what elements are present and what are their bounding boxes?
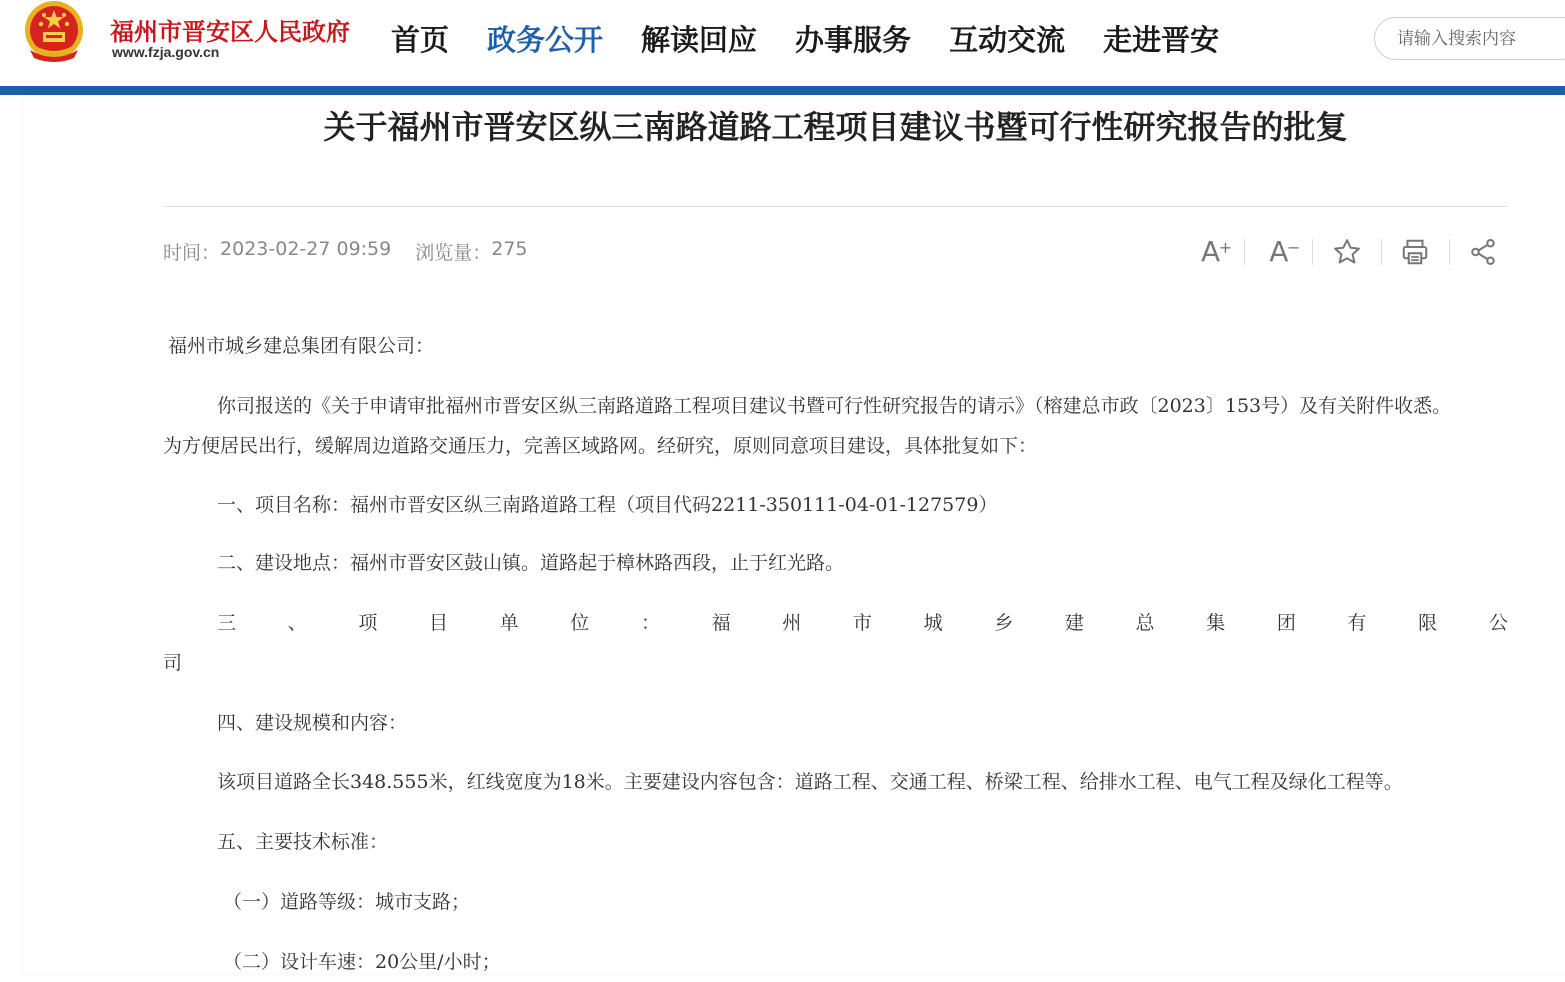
- project-unit-char: 公: [1488, 612, 1508, 634]
- nav-item-government-affairs[interactable]: 政务公开: [487, 23, 604, 57]
- project-unit-char: 限: [1418, 612, 1438, 634]
- project-unit-char: 市: [852, 612, 872, 634]
- item-scale-heading: 四、建设规模和内容：: [217, 712, 408, 734]
- toolbar-divider: [1449, 239, 1450, 265]
- paragraph-1-line-2: 为方便居民出行，缓解周边道路交通压力，完善区域路网。经研究，原则同意项目建设，具体批复如下：: [163, 435, 1038, 457]
- font-decrease-button[interactable]: [1250, 232, 1307, 272]
- paragraph-1-line-1: 你司报送的《关于申请审批福州市晋安区纵三南路道路工程项目建议书暨可行性研究报告的请示》（榕建总市政〔2023〕153号）及有关附件收悉。: [217, 395, 1452, 417]
- print-icon: [1400, 237, 1430, 267]
- font-increase-button[interactable]: [1182, 232, 1239, 272]
- nav-item-home[interactable]: 首页: [391, 23, 450, 57]
- project-unit-char: 乡: [994, 612, 1014, 634]
- project-unit-char: 位: [570, 612, 590, 634]
- nav-item-services[interactable]: 办事服务: [795, 23, 912, 57]
- publish-time: 2023-02-27 09:59: [220, 238, 392, 260]
- main-nav: [372, 18, 1238, 62]
- site-header: [0, 0, 1565, 86]
- project-unit-char: 州: [782, 612, 802, 634]
- article-title: 关于福州市晋安区纵三南路道路工程项目建议书暨可行性研究报告的批复: [323, 108, 1348, 146]
- project-unit-char: 建: [1064, 612, 1084, 634]
- item-location: 二、建设地点：福州市晋安区鼓山镇。道路起于樟林路西段，止于红光路。: [217, 552, 845, 574]
- project-unit-char: 城: [923, 612, 943, 634]
- project-unit-char: ：: [640, 612, 660, 634]
- project-unit-char: 目: [428, 612, 448, 634]
- search-input[interactable]: [1397, 28, 1565, 50]
- item-scale-content: 该项目道路全长348.555米，红线宽度为18米。主要建设内容包含：道路工程、交通工程、桥梁工程、给排水工程、电气工程及绿化工程等。: [217, 771, 1403, 793]
- favorite-button[interactable]: [1318, 232, 1375, 272]
- item-project-name: 一、项目名称：福州市晋安区纵三南路道路工程（项目代码2211-350111-04-01-127579）: [217, 494, 998, 516]
- project-unit-char: 单: [499, 612, 519, 634]
- project-unit-char: 福: [711, 612, 731, 634]
- item-project-unit: [163, 603, 1508, 643]
- project-unit-char: 项: [358, 612, 378, 634]
- toolbar-divider: [1244, 239, 1245, 265]
- site-logo[interactable]: [22, 0, 366, 72]
- favorite-star-icon: [1332, 237, 1362, 267]
- search-box: [1374, 17, 1565, 60]
- project-unit-char: 、: [287, 612, 307, 634]
- header-accent-bar: [0, 86, 1565, 95]
- salutation: 福州市城乡建总集团有限公司：: [168, 335, 435, 357]
- project-unit-char: 团: [1276, 612, 1296, 634]
- standard-road-grade: （一）道路等级：城市支路；: [223, 891, 471, 913]
- project-unit-char: 有: [1347, 612, 1367, 634]
- item-standards-heading: 五、主要技术标准：: [217, 831, 389, 853]
- print-button[interactable]: [1387, 232, 1444, 272]
- national-emblem-icon: [22, 0, 86, 66]
- views-label: 浏览量：: [415, 242, 492, 264]
- toolbar-divider: [1381, 239, 1382, 265]
- project-unit-char: 总: [1135, 612, 1155, 634]
- share-icon: [1468, 237, 1498, 267]
- article-meta: [163, 238, 528, 264]
- font-increase-icon: A +: [1201, 235, 1233, 268]
- nav-item-interpretation[interactable]: 解读回应: [641, 23, 758, 57]
- site-url: www.fzja.gov.cn: [112, 44, 220, 60]
- project-unit-char: 集: [1206, 612, 1226, 634]
- toolbar-divider: [1312, 239, 1313, 265]
- font-decrease-icon: A −: [1269, 235, 1301, 268]
- project-unit-char: 三: [217, 612, 237, 634]
- item-project-unit-tail: 司: [163, 652, 183, 674]
- title-divider: [163, 206, 1508, 207]
- standard-design-speed: （二）设计车速：20公里/小时；: [223, 951, 501, 973]
- nav-item-interaction[interactable]: 互动交流: [949, 23, 1066, 57]
- share-button[interactable]: [1455, 232, 1512, 272]
- view-count: 275: [491, 238, 528, 260]
- article-toolbar: [1182, 230, 1512, 274]
- site-name: 福州市晋安区人民政府: [110, 17, 350, 46]
- nav-item-about-jinan[interactable]: 走进晋安: [1103, 23, 1220, 57]
- time-label: 时间：: [163, 242, 221, 264]
